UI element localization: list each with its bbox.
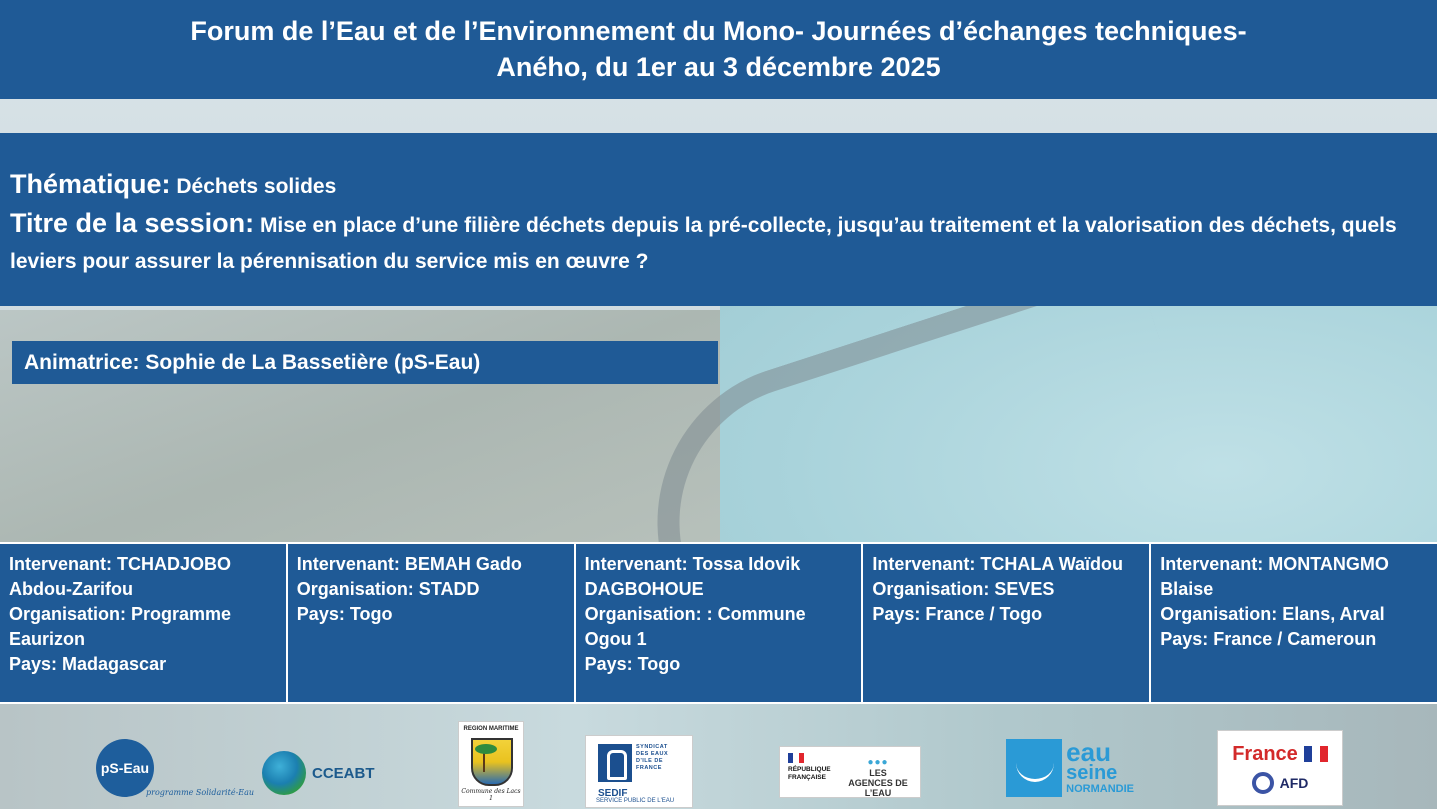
french-flag-icon	[1304, 746, 1328, 762]
theme-banner	[0, 133, 1437, 306]
agences-de-leau-text: LES AGENCES DE L’EAU	[848, 768, 908, 798]
region-logo-title: REGION MARITIME	[463, 726, 519, 732]
palm-tree-icon	[483, 746, 499, 772]
speaker-organisation: Organisation: Elans, Arval	[1160, 604, 1385, 624]
speaker-pays: Pays: Togo	[584, 654, 681, 674]
speaker-organisation: Organisation: Programme Eaurizon	[9, 604, 232, 649]
france-afd-logo	[1217, 730, 1343, 806]
speaker-card	[0, 544, 286, 702]
sedif-logo-sub: SERVICE PUBLIC DE L'EAU	[596, 798, 675, 804]
drops-icon: ●●●	[867, 757, 889, 768]
speaker-pays: Pays: Togo	[296, 604, 393, 624]
pseau-logo	[96, 738, 255, 798]
sedif-emblem-icon	[598, 744, 632, 782]
pseau-logo-sub: programme Solidarité-Eau	[146, 788, 255, 797]
boat-icon	[1006, 739, 1062, 797]
speaker-intervenant: Intervenant: TCHADJOBO Abdou-Zarifou	[9, 554, 232, 599]
afd-france-text: France	[1232, 742, 1298, 765]
speaker-card	[574, 544, 862, 702]
eau-seine-normandie-logo	[1006, 736, 1134, 800]
speaker-organisation: Organisation: SEVES	[872, 579, 1055, 599]
speaker-intervenant: Intervenant: BEMAH Gado	[296, 554, 522, 574]
cceabt-logo	[262, 748, 392, 798]
theme-value: Déchets solides	[170, 175, 337, 198]
title-line-1: Forum de l’Eau et de l’Environnement du Mono- Journées d’échanges techniques-	[190, 16, 1247, 46]
region-logo-caption: Commune des Lacs 1	[461, 788, 521, 802]
speaker-intervenant: Intervenant: TCHALA Waïdou	[872, 554, 1124, 574]
speaker-intervenant: Intervenant: MONTANGMO Blaise	[1160, 554, 1389, 599]
speaker-pays: Pays: France / Cameroun	[1160, 629, 1377, 649]
speakers-table	[0, 542, 1437, 704]
sedif-logo-words: SYNDICAT DES EAUX D'ILE DE FRANCE	[636, 744, 669, 771]
theme-row	[10, 169, 336, 200]
french-flag-icon	[788, 753, 804, 763]
session-value: Mise en place d’une filière déchets depuis la pré-collecte, jusqu’au traitement et la valorisation des déchets, quels leviers pour assurer la pérennisation du service mis en œuvre ?	[10, 214, 1397, 273]
session-label: Titre de la session:	[10, 208, 255, 238]
title-line-2: Aného, du 1er au 3 décembre 2025	[496, 52, 941, 82]
title-banner	[0, 0, 1437, 99]
session-row	[10, 206, 1410, 281]
esn-logo-eau: eau	[1066, 737, 1111, 767]
speaker-organisation: Organisation: : Commune Ogou 1	[584, 604, 806, 649]
pseau-logo-mark: pS-Eau	[96, 739, 154, 797]
esn-logo-normandie: NORMANDIE	[1066, 783, 1134, 795]
agences-de-leau-logo	[779, 746, 921, 798]
speaker-pays: Pays: France / Togo	[872, 604, 1043, 624]
speaker-card	[861, 544, 1149, 702]
theme-label: Thématique:	[10, 169, 171, 199]
republique-francaise-text: RÉPUBLIQUE FRANÇAISE	[788, 766, 831, 781]
sedif-logo	[585, 735, 693, 808]
speaker-organisation: Organisation: STADD	[296, 579, 480, 599]
speaker-card	[286, 544, 574, 702]
esn-logo-seine: seine	[1066, 762, 1118, 784]
afd-ring-icon	[1252, 772, 1274, 794]
speaker-card	[1149, 544, 1437, 702]
sedif-logo-name: SEDIF	[598, 788, 628, 799]
cceabt-logo-text: CCEABT	[312, 764, 375, 782]
afd-logo-text: AFD	[1279, 774, 1309, 791]
shield-icon	[471, 738, 513, 786]
speaker-pays: Pays: Madagascar	[9, 654, 167, 674]
region-maritime-logo	[458, 721, 524, 807]
water-drop-icon	[262, 751, 306, 795]
moderator-banner: Animatrice: Sophie de La Bassetière (pS-Eau)	[12, 341, 718, 384]
speaker-intervenant: Intervenant: Tossa Idovik DAGBOHOUE	[584, 554, 801, 599]
